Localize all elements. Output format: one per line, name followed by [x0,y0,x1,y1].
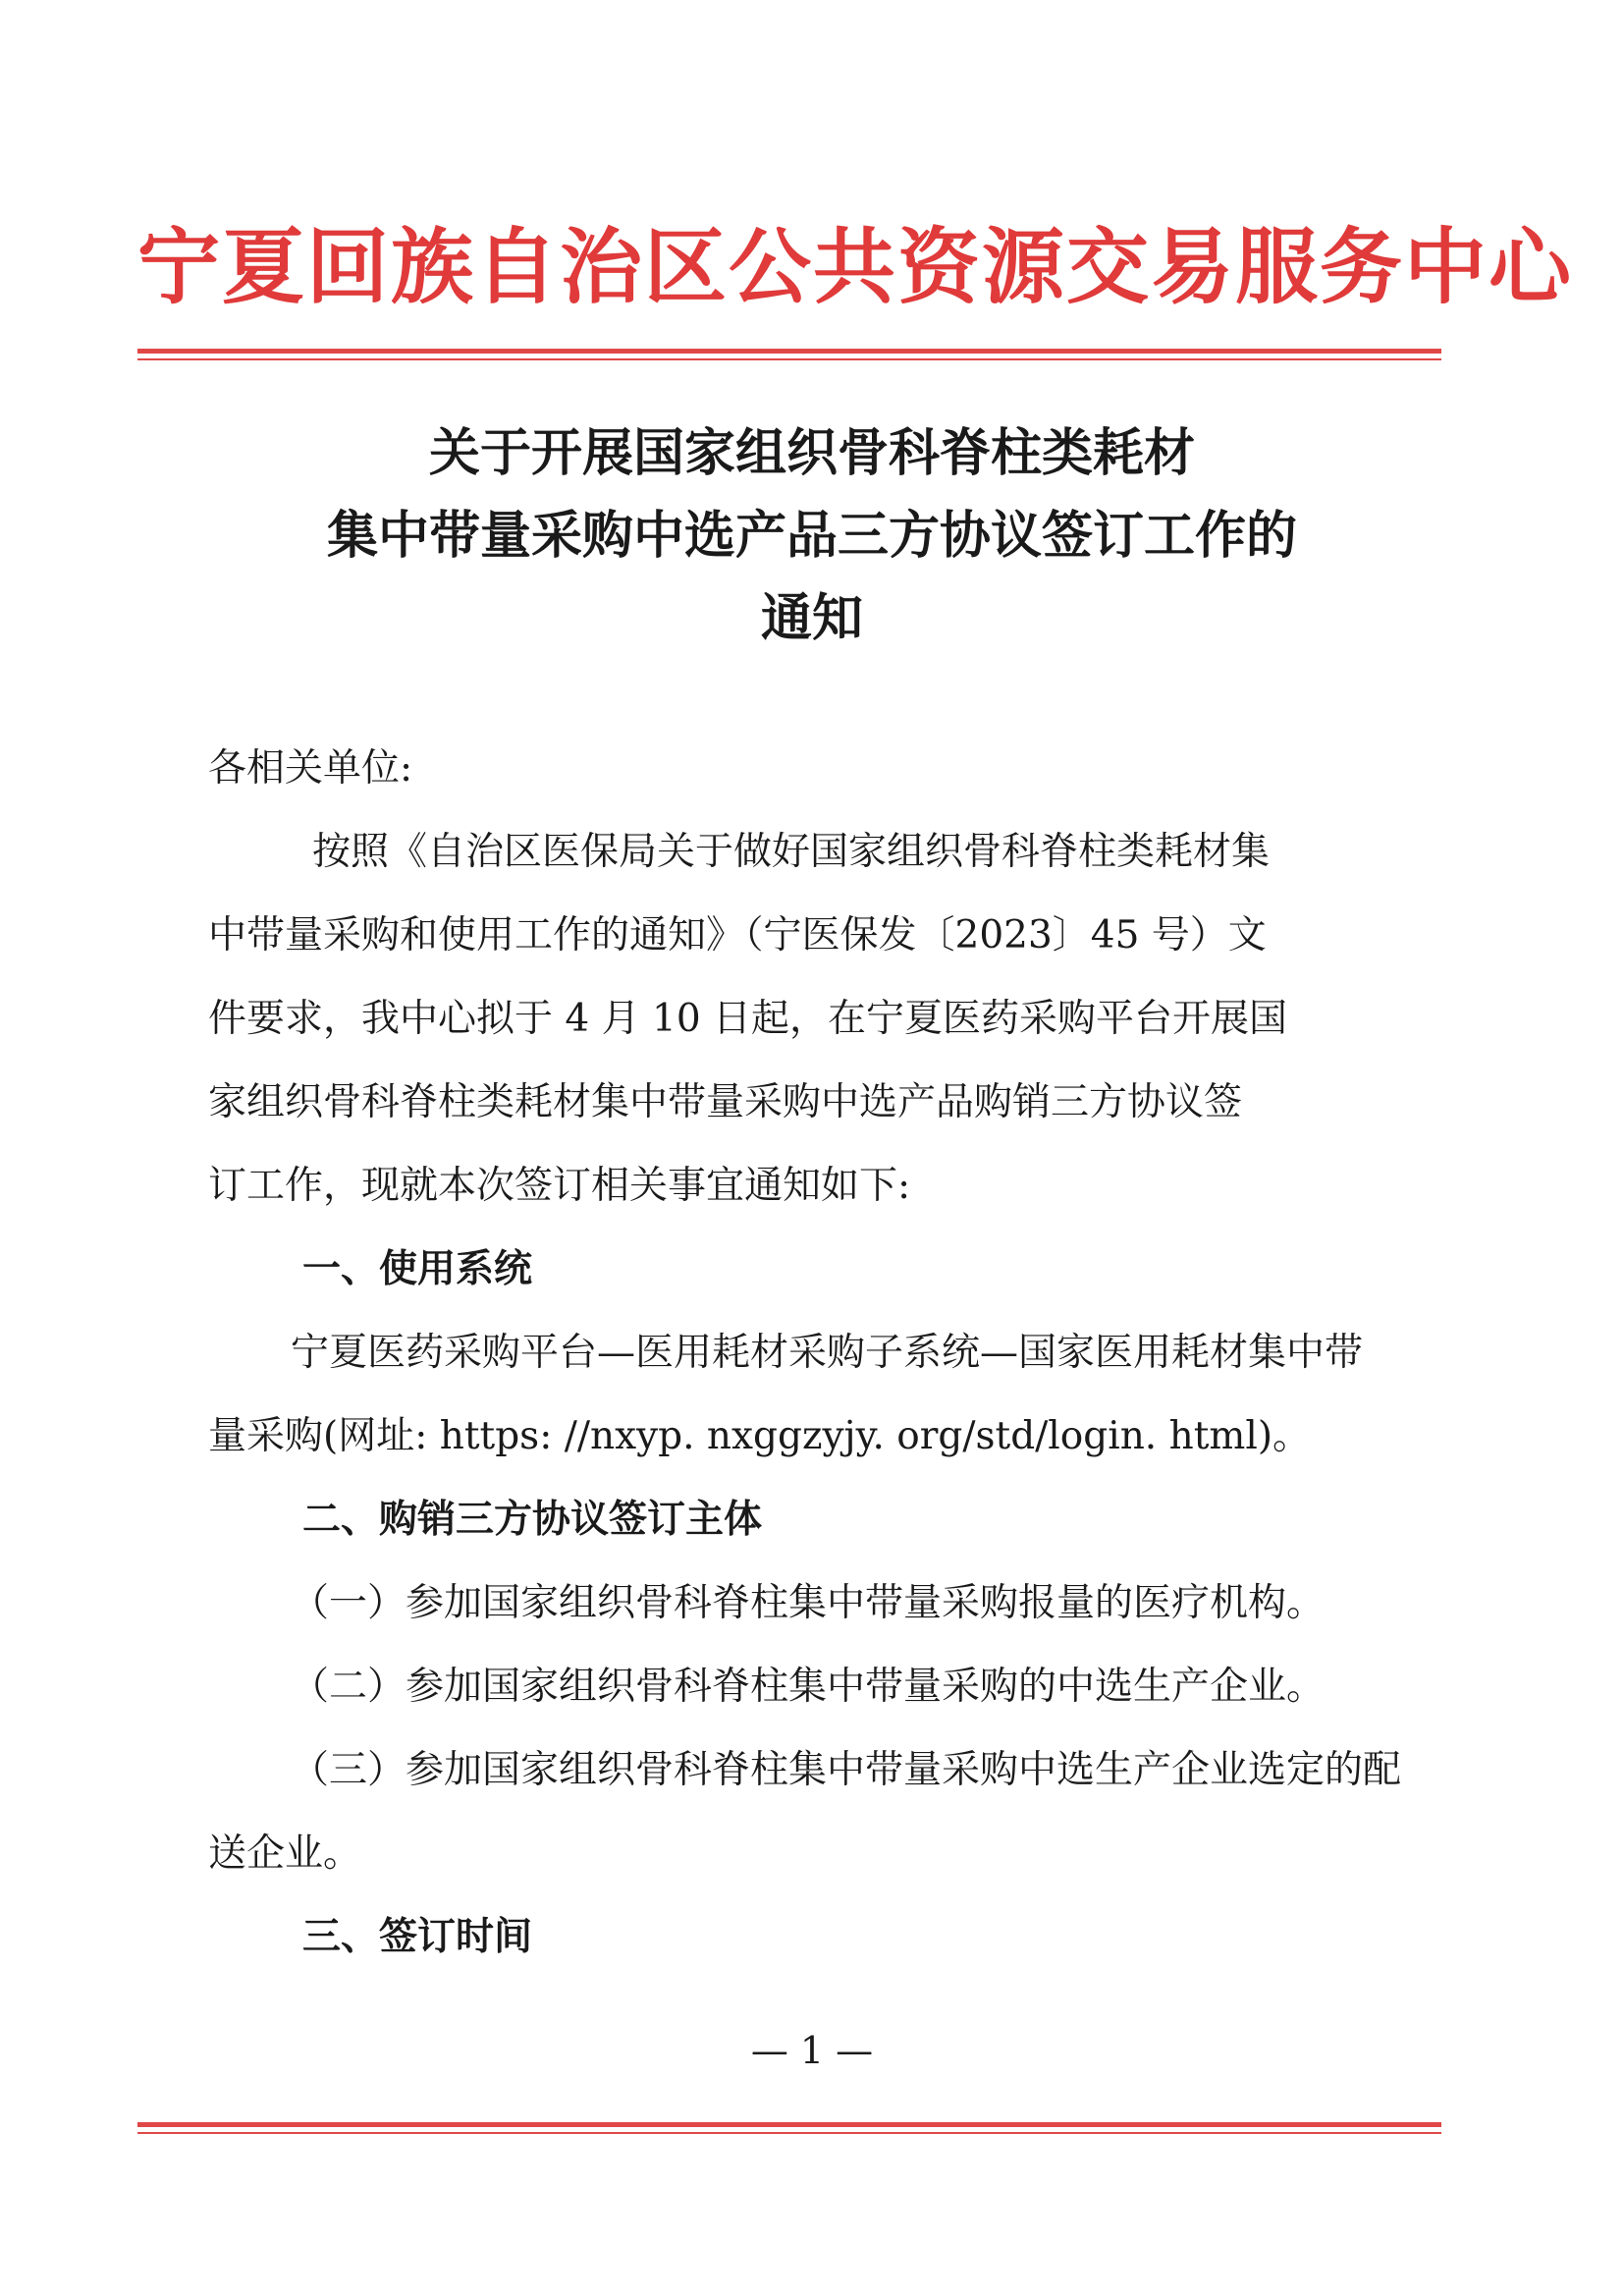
intro-line-4: 家组织骨科脊柱类耗材集中带量采购中选产品购销三方协议签 [208,1080,1243,1124]
divider-thin-line [137,358,1441,360]
title-line-1: 关于开展国家组织骨科脊柱类耗材 [428,423,1195,483]
intro-line-2: 中带量采购和使用工作的通知》（宁医保发〔2023〕45 号）文 [208,913,1267,957]
footer-divider [137,2122,1441,2134]
intro-line-5: 订工作，现就本次签订相关事宜通知如下: [208,1164,911,1208]
section2-item-1: （一）参加国家组织骨科脊柱集中带量采购报量的医疗机构。 [291,1581,1326,1625]
section-heading-1: 一、使用系统 [302,1247,533,1291]
section-heading-2: 二、购销三方协议签订主体 [302,1498,763,1542]
letterhead-org-name: 宁夏回族自治区公共资源交易服务中心 [137,218,1574,315]
section-heading-3: 三、签订时间 [302,1915,533,1959]
section1-line-1: 宁夏医药采购平台—医用耗材采购子系统—国家医用耗材集中带 [291,1331,1364,1375]
section1-line-2: 量采购(网址: https: //nxyp. nxggzyjy. org/std/login. html)。 [208,1414,1312,1458]
salutation: 各相关单位: [208,746,413,791]
page-number: — 1 — [750,2029,874,2072]
intro-line-3: 件要求，我中心拟于 4 月 10 日起，在宁夏医药采购平台开展国 [208,997,1288,1041]
title-line-2: 集中带量采购中选产品三方协议签订工作的 [326,506,1297,566]
title-line-3: 通知 [760,588,863,648]
intro-line-1: 按照《自治区医保局关于做好国家组织骨科脊柱类耗材集 [312,830,1271,874]
footer-divider-thin-line [137,2132,1441,2134]
section2-item-3-continued: 送企业。 [208,1831,362,1876]
divider-thick-line [137,349,1441,354]
letterhead-divider [137,349,1441,360]
document-title [137,412,1487,660]
section2-item-3: （三）参加国家组织骨科脊柱集中带量采购中选生产企业选定的配 [291,1748,1402,1792]
footer-divider-thick-line [137,2122,1441,2127]
document-body [208,727,1408,1979]
section2-item-2: （二）参加国家组织骨科脊柱集中带量采购的中选生产企业。 [291,1665,1326,1709]
